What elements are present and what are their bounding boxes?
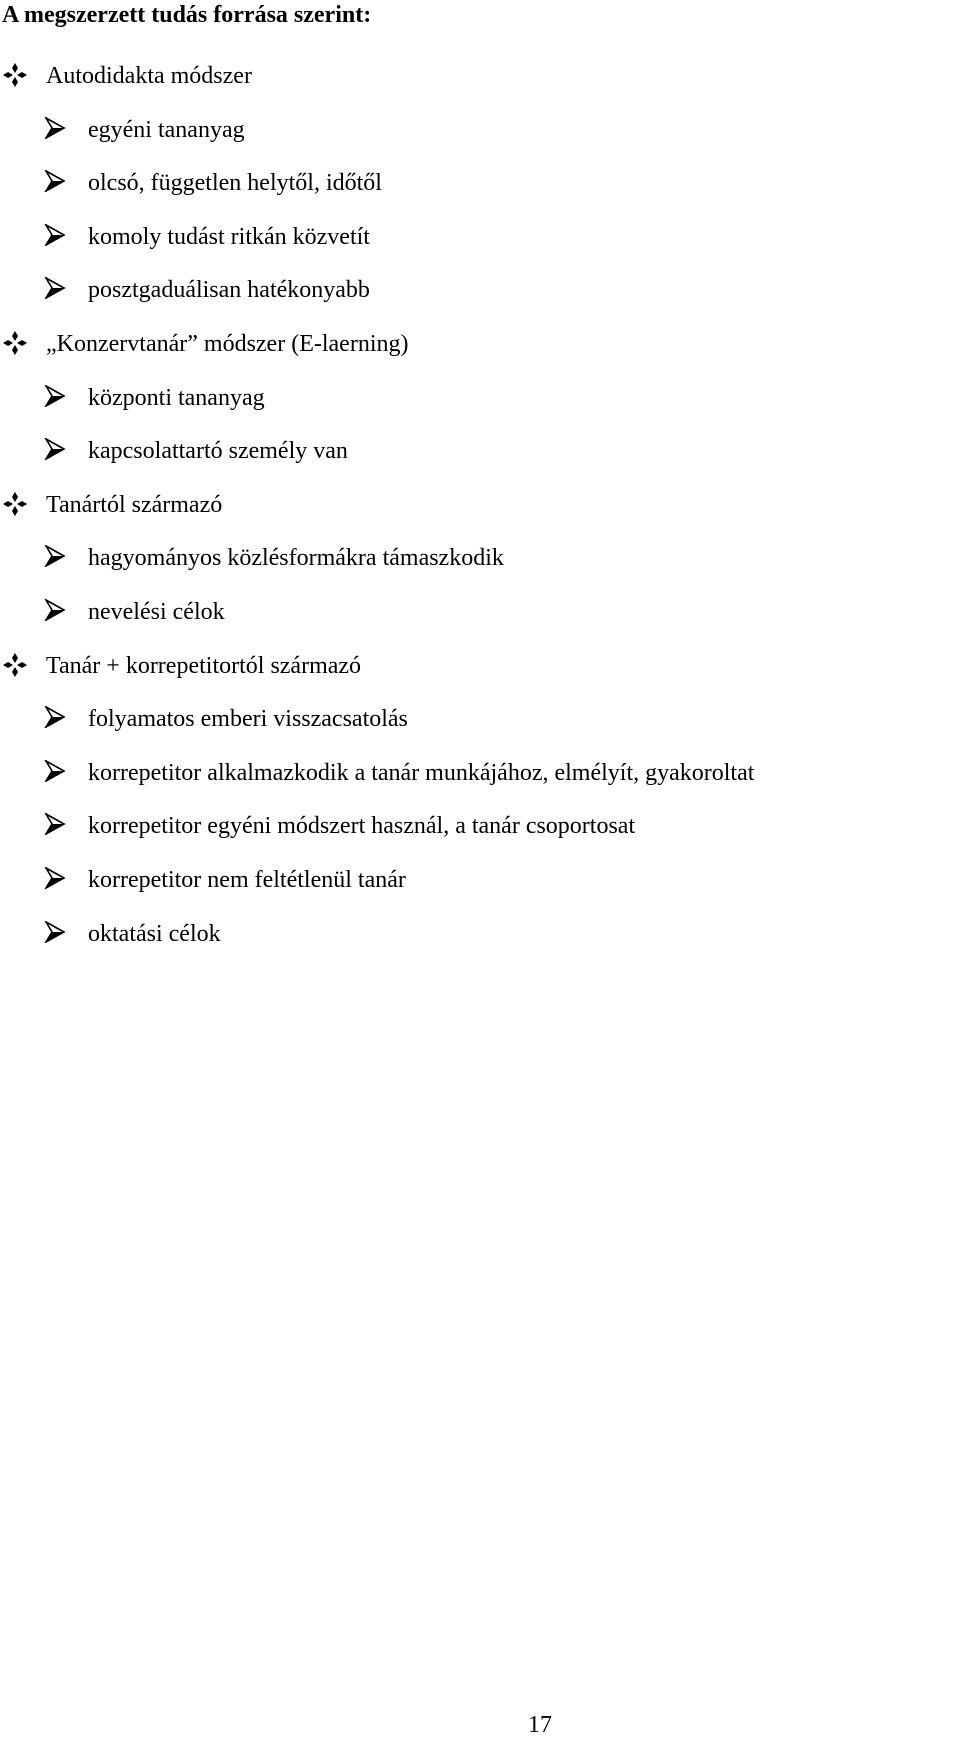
list-item-label: hagyományos közlésformákra támaszkodik: [88, 545, 504, 572]
list-item-sub: [0, 108, 960, 162]
arrowhead-bullet-icon: [44, 224, 66, 246]
arrowhead-bullet-icon: [44, 599, 66, 621]
arrowhead-bullet-icon: [44, 867, 66, 889]
diamond-bullet-icon: [2, 62, 28, 88]
list-item-label: olcsó, független helytől, időtől: [88, 170, 382, 197]
arrowhead-bullet-icon: [44, 170, 66, 192]
list-item-main: [0, 322, 960, 376]
list-item-label: egyéni tananyag: [88, 116, 245, 143]
list-item-main: [0, 644, 960, 698]
arrowhead-bullet-icon: [44, 438, 66, 460]
section-heading: A megszerzett tudás forrása szerint:: [2, 2, 372, 28]
diamond-bullet-icon: [2, 491, 28, 517]
list-item-sub: [0, 912, 960, 966]
list-item-label: központi tananyag: [88, 384, 265, 411]
list-item-label: korrepetitor nem feltétlenül tanár: [88, 866, 406, 893]
arrowhead-bullet-icon: [44, 545, 66, 567]
list-item-sub: [0, 161, 960, 215]
list-item-label: korrepetitor egyéni módszert használ, a tanár csoportosat: [88, 813, 636, 840]
list-item-main: [0, 54, 960, 108]
diamond-bullet-icon: [2, 652, 28, 678]
list-item-label: Autodidakta módszer: [46, 63, 252, 89]
list-item-label: oktatási célok: [88, 920, 221, 947]
list-item-sub: [0, 751, 960, 805]
arrowhead-bullet-icon: [44, 117, 66, 139]
list-item-sub: [0, 536, 960, 590]
arrowhead-bullet-icon: [44, 813, 66, 835]
list-item-sub: [0, 268, 960, 322]
list-item-sub: [0, 376, 960, 430]
list-item-label: „Konzervtanár” módszer (E-laerning): [46, 330, 409, 357]
arrowhead-bullet-icon: [44, 760, 66, 782]
list-item-label: Tanártól származó: [46, 491, 223, 518]
list-item-sub: [0, 429, 960, 483]
page-number: 17: [528, 1712, 552, 1738]
list-item-sub: [0, 590, 960, 644]
list-item-sub: [0, 804, 960, 858]
list-item-label: kapcsolattartó személy van: [88, 438, 348, 465]
diamond-bullet-icon: [2, 330, 28, 356]
list-item-main: [0, 483, 960, 537]
list-item-label: folyamatos emberi visszacsatolás: [88, 706, 408, 733]
list-item-label: korrepetitor alkalmazkodik a tanár munkájához, elmélyít, gyakoroltat: [88, 759, 755, 786]
list-item-sub: [0, 697, 960, 751]
list-item-label: Tanár + korrepetitortól származó: [46, 652, 362, 679]
bullet-outline: [0, 54, 960, 965]
list-item-sub: [0, 858, 960, 912]
list-item-label: nevelési célok: [88, 598, 225, 625]
arrowhead-bullet-icon: [44, 385, 66, 407]
list-item-sub: [0, 215, 960, 269]
arrowhead-bullet-icon: [44, 706, 66, 728]
list-item-label: komoly tudást ritkán közvetít: [88, 223, 370, 250]
arrowhead-bullet-icon: [44, 921, 66, 943]
arrowhead-bullet-icon: [44, 277, 66, 299]
list-item-label: posztgaduálisan hatékonyabb: [88, 277, 370, 304]
